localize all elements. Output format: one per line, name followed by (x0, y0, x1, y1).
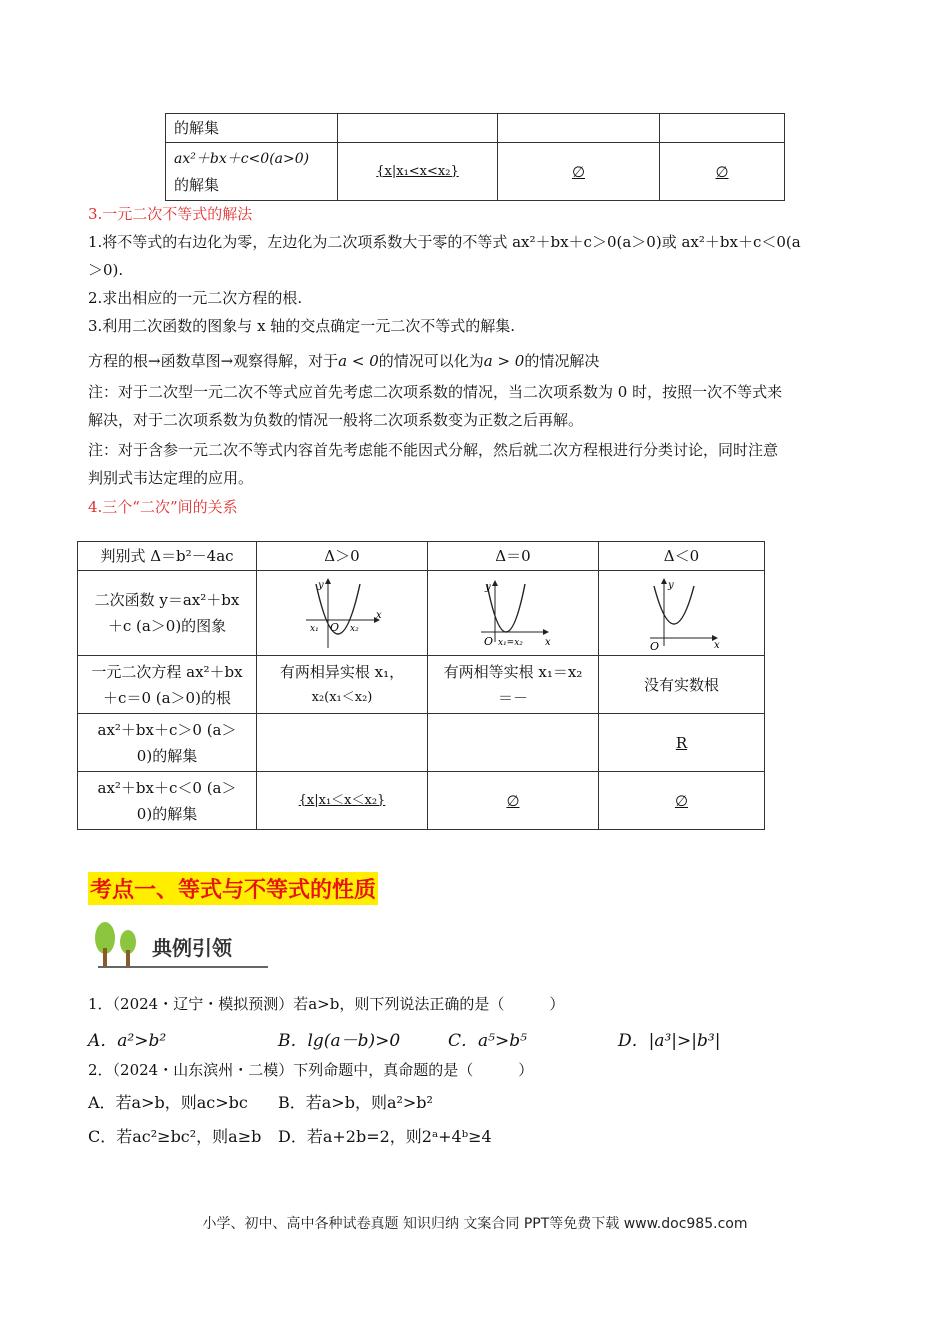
parabola-one-root-graph (473, 576, 553, 650)
table1-row2-c3: ∅ (660, 143, 785, 201)
table1-row2-label-line2: 的解集 (174, 175, 220, 194)
row-graph-label-line1: 二次函数 y＝ax²＋bx (94, 591, 240, 609)
graph1-x1-label: x₁ (310, 624, 319, 634)
table1-row1-label: 的解集 (166, 114, 338, 143)
table1-row1-c2 (498, 114, 660, 143)
section-heading: 考点一、等式与不等式的性质 (88, 872, 378, 905)
page-footer: 小学、初中、高中各种试卷真题 知识归纳 文案合同 PPT等免费下载 www.doc985.com (202, 1216, 748, 1232)
graph3-origin-label: O (649, 640, 659, 650)
q1-option-b: B．lg(a－b)>0 (278, 1031, 401, 1051)
graph1-x-label: x (376, 610, 382, 621)
section3-step1-b: ＞0). (88, 261, 124, 279)
lt-solution-no-root: ∅ (599, 772, 765, 830)
q1-option-c: C．a⁵>b⁵ (448, 1031, 527, 1051)
graph1-y-label: y (318, 580, 324, 591)
note1 (88, 378, 782, 434)
roots-two-equal-line2: ＝－ (497, 688, 528, 707)
q2-stem: 2．（2024・山东滨州・二模）下列命题中，真命题的是（ ） (88, 1061, 534, 1079)
graph2-origin-label: O (484, 635, 494, 648)
row-lt-label-line1: ax²＋bx＋c＜0 (a＞ (97, 778, 237, 797)
note2-line2: 判别式韦达定理的应用。 (88, 469, 254, 487)
table1-row2-c2: ∅ (498, 143, 660, 201)
roots-two-distinct (257, 656, 428, 714)
gt-solution-one-root (428, 714, 599, 772)
row-graph-label (78, 571, 257, 656)
graph2-x-label: x (545, 637, 551, 648)
roots-two-distinct-line2: x₂(x₁＜x₂) (311, 689, 373, 705)
method-cond-neg: a < 0 (338, 352, 379, 370)
table1-row1-c1 (338, 114, 498, 143)
graph1-origin-label: O (330, 621, 340, 634)
graph-cell-no-root (599, 571, 765, 656)
roots-none: 没有实数根 (599, 656, 765, 714)
header-delta-negative: Δ＜0 (599, 542, 765, 571)
trees-icon (90, 918, 150, 970)
row-lt-label-line2: 0)的解集 (136, 804, 198, 823)
row-roots-label (78, 656, 257, 714)
method-text-c: 的情况解决 (524, 352, 600, 370)
q2-option-d: D．若a+2b=2，则2ᵃ+4ᵇ≥4 (278, 1127, 492, 1146)
table1-row1-c3 (660, 114, 785, 143)
graph-cell-two-roots (257, 571, 428, 656)
q2-option-a: A．若a>b，则ac>bc (88, 1093, 248, 1112)
header-delta-positive: Δ＞0 (257, 542, 428, 571)
graph1-x2-label: x₂ (350, 624, 359, 634)
q1-option-a: A．a²>b² (88, 1031, 167, 1051)
row-graph-label-line2: ＋c (a＞0)的图象 (107, 617, 227, 635)
graph3-y-label: y (667, 580, 674, 591)
gt-solution-no-root: R (599, 714, 765, 772)
method-cond-pos: a > 0 (483, 352, 525, 370)
note1-line2: 解决，对于二次项系数为负数的情况一般将二次项系数变为正数之后再解。 (88, 411, 584, 429)
q2-option-c: C．若ac²≥bc²，则a≥b (88, 1127, 262, 1146)
row-lt-label (78, 772, 257, 830)
roots-two-distinct-line1: 有两相异实根 x₁， (279, 662, 405, 681)
three-quadratics-table (77, 541, 765, 830)
q1-stem: 1．（2024・辽宁・模拟预测）若a>b，则下列说法正确的是（ ） (88, 995, 565, 1013)
note2-line1: 注：对于含参一元二次不等式内容首先考虑能不能因式分解，然后就二次方程根进行分类讨论，同时注意 (88, 441, 779, 459)
q2-option-b: B．若a>b，则a²>b² (278, 1093, 433, 1112)
solution-table-top (165, 113, 785, 201)
note2 (88, 436, 778, 492)
note1-line1: 注：对于二次型一元二次不等式应首先考虑二次项系数的情况，当二次项系数为 0 时，按照一次不等式来 (88, 383, 783, 401)
parabola-no-root-graph (642, 576, 722, 650)
row-roots-label-line2: ＋c＝0 (a＞0)的根 (103, 688, 231, 707)
section3-method (88, 350, 599, 372)
banner-title: 典例引领 (152, 936, 232, 960)
example-banner (90, 918, 270, 970)
lt-solution-one-root: ∅ (428, 772, 599, 830)
method-text-b: 的情况可以化为 (378, 352, 484, 370)
table1-row2-c1: {x|x₁<x<x₂} (338, 143, 498, 201)
header-discriminant: 判别式 Δ＝b²－4ac (78, 542, 257, 571)
graph3-x-label: x (713, 640, 720, 650)
row-roots-label-line1: 一元二次方程 ax²＋bx (91, 662, 243, 681)
section3-step2: 2.求出相应的一元二次方程的根. (88, 289, 303, 307)
section3-title: 3.一元二次不等式的解法 (88, 205, 253, 223)
section4-title: 4.三个“二次”间的关系 (88, 498, 238, 516)
lt-solution-two-roots: {x|x₁＜x＜x₂} (257, 772, 428, 830)
method-text-a: 方程的根→函数草图→观察得解，对于 (88, 352, 339, 370)
table1-row2-label-line1: ax²＋bx＋c<0(a>0) (174, 150, 310, 167)
header-delta-zero: Δ＝0 (428, 542, 599, 571)
q1-option-d: D．|a³|>|b³| (618, 1031, 721, 1051)
graph2-x1x2-label: x₁=x₂ (498, 638, 523, 648)
section3-step1-a: 1.将不等式的右边化为零，左边化为二次项系数大于零的不等式 ax²＋bx＋c＞0(a＞0)或 ax²＋bx＋c＜0(a (88, 233, 801, 251)
row-gt-label (78, 714, 257, 772)
graph-cell-one-root (428, 571, 599, 656)
banner-underline (98, 966, 268, 968)
roots-two-equal-line1: 有两相等实根 x₁＝x₂ (443, 662, 583, 681)
table1-row2-label (166, 143, 338, 201)
roots-two-equal (428, 656, 599, 714)
row-gt-label-line2: 0)的解集 (136, 746, 198, 765)
gt-solution-two-roots (257, 714, 428, 772)
section3-step3: 3.利用二次函数的图象与 x 轴的交点确定一元二次不等式的解集. (88, 317, 516, 335)
row-gt-label-line1: ax²＋bx＋c＞0 (a＞ (97, 720, 237, 739)
graph2-y-label: y (485, 582, 491, 593)
parabola-two-roots-graph (302, 576, 382, 650)
